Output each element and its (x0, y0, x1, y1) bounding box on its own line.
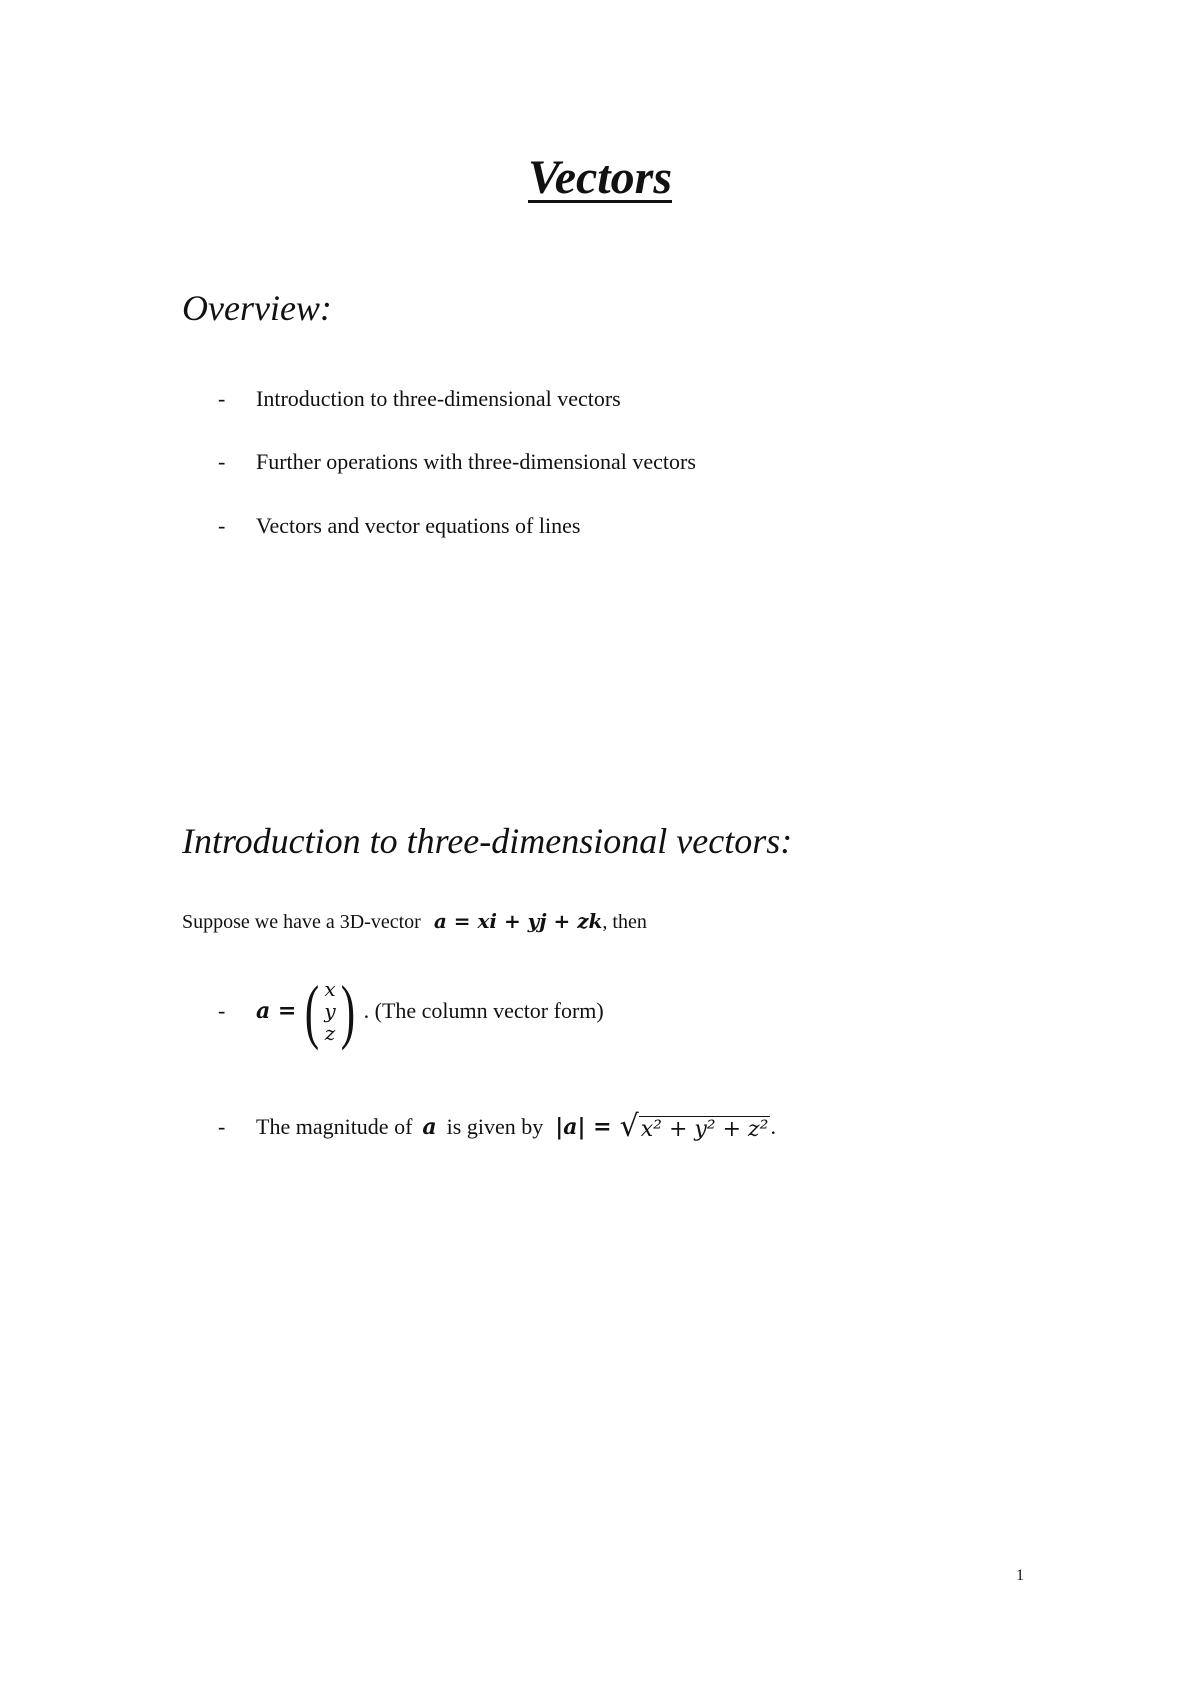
bullet-dash: - (218, 513, 226, 538)
magnitude-text-before: The magnitude of (256, 1114, 413, 1139)
overview-item (218, 449, 696, 475)
radicand: x² + y² + z² (640, 1117, 769, 1142)
overview-item (218, 513, 580, 539)
intro-section-heading: Introduction to three-dimensional vectors: (182, 821, 793, 861)
magnitude-text-middle: is given by (446, 1114, 544, 1139)
magnitude-lhs: |a| = (555, 1114, 612, 1140)
column-vector-lhs: a = (256, 998, 297, 1024)
column-vector-entries (324, 978, 335, 1044)
intro-tail: , then (602, 911, 647, 933)
bullet-dash: - (218, 386, 226, 411)
square-root (619, 1109, 771, 1144)
intro-text: Suppose we have a 3D-vector (182, 911, 421, 933)
right-paren-icon: ) (340, 971, 355, 1051)
page-number: 1 (1016, 1567, 1024, 1584)
intro-sentence (182, 909, 647, 934)
column-vector-entry-x: x (324, 977, 336, 1001)
square-root-icon: √ (619, 1109, 639, 1144)
column-vector-item (218, 971, 604, 1051)
bullet-dash: - (218, 449, 226, 474)
overview-heading: Overview: (182, 288, 332, 328)
column-vector (300, 971, 359, 1051)
intro-formula: a = xi + yj + zk (433, 909, 603, 933)
document-title: Vectors (528, 151, 672, 204)
magnitude-item (218, 1109, 776, 1144)
left-paren-icon: ( (305, 971, 320, 1051)
column-vector-caption: . (The column vector form) (363, 998, 604, 1023)
magnitude-tail: . (770, 1114, 776, 1139)
overview-item-label: Further operations with three-dimensional vectors (256, 449, 696, 474)
overview-item (218, 386, 621, 412)
magnitude-symbol: a (422, 1114, 437, 1140)
column-vector-entry-z: z (324, 1021, 336, 1045)
bullet-dash: - (218, 1114, 226, 1139)
overview-item-label: Vectors and vector equations of lines (256, 513, 581, 538)
overview-item-label: Introduction to three-dimensional vectors (256, 386, 621, 411)
column-vector-entry-y: y (324, 999, 336, 1023)
bullet-dash: - (218, 998, 226, 1023)
